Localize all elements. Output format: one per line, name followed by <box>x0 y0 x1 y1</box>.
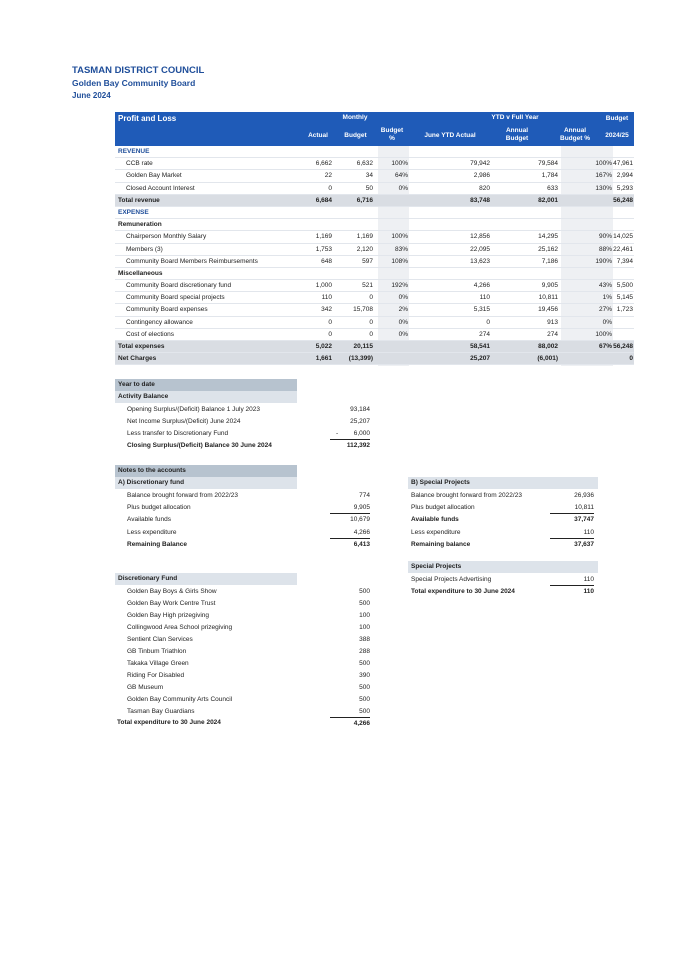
pl-cell: 83% <box>394 245 408 253</box>
pl-cell: 43% <box>598 282 612 290</box>
pl-cell: 5,145 <box>616 294 633 302</box>
disc-item-label: Takaka Village Green <box>127 660 189 667</box>
special-projects-total-label: Total expenditure to 30 June 2024 <box>411 588 515 595</box>
pl-title: Profit and Loss <box>118 114 177 123</box>
pl-row-label: Community Board special projects <box>126 294 225 302</box>
pl-cell: (13,399) <box>348 355 373 363</box>
pl-cell: 25,162 <box>538 245 558 253</box>
pl-cell: 14,295 <box>538 233 558 241</box>
pl-row <box>115 329 634 341</box>
pl-cell: 110 <box>479 294 490 302</box>
pl-cell: 1,169 <box>356 233 373 241</box>
pl-cell: 130% <box>595 184 612 192</box>
pl-cell: 1,169 <box>315 233 332 241</box>
sp-summary-label: Balance brought forward from 2022/23 <box>411 492 522 499</box>
notes-a-title: A) Discretionary fund <box>115 477 297 489</box>
pl-cell: 9,905 <box>541 282 558 290</box>
profit-loss-body <box>115 146 634 365</box>
pl-row-label: Total revenue <box>118 196 160 204</box>
pl-cell: 64% <box>394 172 408 180</box>
pl-cell: 22,095 <box>470 245 490 253</box>
pl-row-label: EXPENSE <box>118 208 149 216</box>
ytd-net-value: 25,207 <box>350 418 370 425</box>
pl-cell: 633 <box>547 184 558 192</box>
disc-item-label: Golden Bay High prizegiving <box>127 612 210 619</box>
pl-row <box>115 146 634 158</box>
disc-summary-value: 9,905 <box>330 502 370 514</box>
col-annual-budget-pct: Annual Budget % <box>560 127 590 142</box>
pl-row <box>115 353 634 365</box>
pl-cell: 342 <box>321 306 332 314</box>
pl-cell: 0% <box>398 330 408 338</box>
pl-row-label: CCB rate <box>126 160 153 168</box>
pl-row <box>115 256 634 268</box>
pl-row <box>115 292 634 304</box>
pl-cell: 100% <box>391 160 408 168</box>
pl-row-label: Community Board Members Reimbursements <box>126 257 258 265</box>
disc-item-label: GB Tinbum Triathlon <box>127 648 187 655</box>
disc-item-value: 500 <box>359 684 370 691</box>
pl-row <box>115 304 634 316</box>
notes-title: Notes to the accounts <box>115 465 297 477</box>
ytd-opening-label: Opening Surplus/(Deficit) Balance 1 July 2023 <box>127 406 260 413</box>
ytd-transfer-label: Less transfer to Discretionary Fund <box>127 430 229 437</box>
pl-cell: 20,115 <box>353 343 373 350</box>
pl-cell: 0 <box>369 294 373 302</box>
pl-cell: 0 <box>629 355 633 363</box>
disc-item-value: 500 <box>359 588 370 595</box>
pl-cell: 25,207 <box>470 355 490 363</box>
special-projects-title: Special Projects <box>408 561 598 573</box>
sp-summary-value: 37,637 <box>574 540 594 548</box>
sp-summary-value: 37,747 <box>574 516 594 524</box>
pl-cell: 6,684 <box>315 196 332 204</box>
pl-cell: 50 <box>365 184 373 192</box>
pl-row <box>115 341 634 353</box>
pl-row <box>115 317 634 329</box>
group-budget: Budget <box>605 115 629 122</box>
disc-item-label: Golden Bay Boys & Girls Show <box>127 588 217 595</box>
pl-cell: 15,708 <box>353 306 373 314</box>
pl-cell: 167% <box>595 172 612 180</box>
group-monthly: Monthly <box>342 114 368 121</box>
pl-cell: 1,753 <box>315 245 332 253</box>
pl-row-label: Closed Account Interest <box>126 184 195 192</box>
col-actual: Actual <box>308 132 328 139</box>
ytd-closing-value: 112,392 <box>346 442 370 449</box>
disc-item-label: Golden Bay Community Arts Council <box>127 696 233 703</box>
disc-item-value: 388 <box>359 636 370 643</box>
disc-item-value: 390 <box>359 672 370 679</box>
sp-summary-value: 110 <box>550 527 594 539</box>
pl-cell: 79,942 <box>470 160 490 168</box>
disc-summary-value: 10,679 <box>350 516 370 524</box>
pl-cell: 0 <box>486 318 490 326</box>
pl-cell: 79,584 <box>538 160 558 168</box>
pl-cell: 0 <box>328 330 332 338</box>
pl-cell: 56,248 <box>613 343 633 350</box>
disc-item-label: Golden Bay Work Centre Trust <box>127 600 216 607</box>
pl-cell: 1% <box>602 294 612 302</box>
pl-row <box>115 195 634 207</box>
pl-cell: 6,632 <box>356 160 373 168</box>
pl-cell: 0% <box>398 184 408 192</box>
pl-cell: 7,394 <box>616 257 633 265</box>
pl-cell: 88,002 <box>538 343 558 350</box>
ytd-closing-label: Closing Surplus/(Deficit) Balance 30 June 2024 <box>127 442 272 449</box>
disc-item-label: Collingwood Area School prizegiving <box>127 624 233 631</box>
disc-summary-value: 774 <box>359 492 370 499</box>
pl-row <box>115 170 634 182</box>
disc-summary-value: 4,266 <box>330 527 370 539</box>
pl-cell: 0 <box>369 318 373 326</box>
disc-item-value: 500 <box>359 660 370 667</box>
pl-cell: 2,120 <box>356 245 373 253</box>
pl-cell: 34 <box>365 172 373 180</box>
pl-row <box>115 280 634 292</box>
pl-cell: 90% <box>598 233 612 241</box>
disc-item-value: 500 <box>359 708 370 715</box>
pl-cell: 0 <box>328 318 332 326</box>
pl-cell: (6,001) <box>537 355 558 363</box>
pl-row <box>115 268 634 280</box>
pl-cell: 22,461 <box>613 245 633 253</box>
pl-cell: 192% <box>391 282 408 290</box>
disc-item-label: Sentient Clan Services <box>127 636 193 643</box>
pl-cell: 100% <box>595 330 612 338</box>
pl-cell: 1,723 <box>616 306 633 314</box>
pl-cell: 5,293 <box>616 184 633 192</box>
disc-item-value: 288 <box>359 648 370 655</box>
disc-item-value: 500 <box>359 600 370 607</box>
sp-summary-label: Available funds <box>411 516 459 524</box>
pl-row-label: Golden Bay Market <box>126 172 182 180</box>
pl-cell: 7,186 <box>541 257 558 265</box>
pl-cell: 27% <box>598 306 612 314</box>
pl-cell: 12,856 <box>470 233 490 241</box>
pl-cell: 19,456 <box>538 306 558 314</box>
pl-cell: 5,022 <box>315 343 332 350</box>
pl-cell: 820 <box>479 184 490 192</box>
pl-cell: 2% <box>398 306 408 314</box>
disc-summary-label: Less expenditure <box>127 528 177 536</box>
pl-cell: 83,748 <box>470 196 490 204</box>
pl-cell: 4,266 <box>473 282 490 290</box>
pl-row-label: Cost of elections <box>126 330 175 338</box>
sp-summary-label: Less expenditure <box>411 528 461 536</box>
pl-row <box>115 207 634 219</box>
disc-summary-value: 6,413 <box>353 540 370 548</box>
pl-cell: 190% <box>595 257 612 265</box>
pl-cell: 22 <box>324 172 332 180</box>
pl-cell: 13,623 <box>470 257 490 265</box>
pl-cell: 88% <box>598 245 612 253</box>
pl-cell: 1,784 <box>541 172 558 180</box>
disc-summary-label: Plus budget allocation <box>127 504 191 512</box>
disc-item-value: 500 <box>359 696 370 703</box>
ytd-title: Year to date <box>115 379 297 391</box>
pl-cell: 274 <box>547 330 558 338</box>
ytd-transfer-value: 6,000 <box>330 428 370 440</box>
pl-cell: 6,662 <box>315 160 332 168</box>
pl-cell: 0% <box>398 318 408 326</box>
pl-row-label: Community Board discretionary fund <box>126 282 232 290</box>
special-projects-item-value: 110 <box>550 574 594 586</box>
pl-row <box>115 244 634 256</box>
disc-title: Discretionary Fund <box>115 573 297 585</box>
disc-summary-label: Available funds <box>127 516 171 524</box>
group-ytd: YTD v Full Year <box>491 114 539 121</box>
disc-item-label: Riding For Disabled <box>127 672 185 679</box>
sp-summary-value: 10,811 <box>550 502 594 514</box>
pl-cell: 913 <box>547 318 558 326</box>
pl-cell: 110 <box>321 294 332 302</box>
ytd-subtitle: Activity Balance <box>115 391 297 403</box>
pl-cell: 648 <box>321 257 332 265</box>
pl-cell: 1,661 <box>315 355 332 363</box>
disc-item-label: GB Museum <box>127 684 164 691</box>
org-title: TASMAN DISTRICT COUNCIL <box>72 65 205 76</box>
sp-summary-label: Plus budget allocation <box>411 504 475 512</box>
col-ytd-actual: June YTD Actual <box>424 132 476 139</box>
special-projects-item-label: Special Projects Advertising <box>411 576 492 583</box>
profit-loss-table <box>115 112 634 365</box>
pl-cell: 108% <box>391 257 408 265</box>
pl-cell: 2,994 <box>616 172 633 180</box>
col-budget: Budget <box>344 132 367 139</box>
pl-cell: 0% <box>398 294 408 302</box>
ytd-transfer-sign: - <box>336 430 339 437</box>
pl-cell: 14,025 <box>613 233 633 241</box>
pl-row-label: Total expenses <box>118 343 165 350</box>
disc-summary-label: Balance brought forward from 2022/23 <box>127 492 238 499</box>
pl-cell: 47,961 <box>613 160 633 168</box>
pl-row-label: Community Board expenses <box>126 306 208 314</box>
pl-row-label: Members (3) <box>126 245 163 253</box>
pl-row <box>115 219 634 231</box>
pl-row-label: Net Charges <box>118 355 157 363</box>
ytd-opening-value: 93,184 <box>350 406 370 413</box>
col-2024-25: 2024/25 <box>605 132 629 139</box>
disc-total-value: 4,266 <box>330 717 370 729</box>
special-projects-total-value: 110 <box>583 588 594 595</box>
pl-cell: 0% <box>602 318 612 326</box>
board-title: Golden Bay Community Board <box>72 78 196 88</box>
disc-summary-label: Remaining Balance <box>127 540 187 548</box>
pl-cell: 0 <box>328 184 332 192</box>
pl-cell: 1,000 <box>315 282 332 290</box>
pl-row <box>115 158 634 170</box>
pl-cell: 597 <box>362 257 373 265</box>
pl-row <box>115 183 634 195</box>
col-annual-budget: Annual Budget <box>505 127 529 142</box>
ytd-net-label: Net Income Surplus/(Deficit) June 2024 <box>127 418 241 425</box>
pl-cell: 5,315 <box>473 306 490 314</box>
pl-row <box>115 231 634 243</box>
pl-cell: 274 <box>479 330 490 338</box>
pl-cell: 100% <box>595 160 612 168</box>
notes-b-title: B) Special Projects <box>408 477 598 489</box>
pl-row-label: Miscellaneous <box>118 269 163 277</box>
col-budget-pct: Budget % <box>380 127 404 142</box>
pl-cell: 58,541 <box>470 343 490 350</box>
disc-item-value: 100 <box>359 612 370 619</box>
pl-cell: 56,248 <box>613 196 633 204</box>
pl-cell: 100% <box>391 233 408 241</box>
pl-cell: 67% <box>598 343 612 350</box>
pl-cell: 82,001 <box>538 196 558 204</box>
pl-cell: 6,716 <box>356 196 373 204</box>
pl-cell: 5,500 <box>616 282 633 290</box>
pl-row-label: REVENUE <box>118 148 150 155</box>
pl-row-label: Remuneration <box>118 221 162 229</box>
pl-cell: 10,811 <box>538 294 558 302</box>
period-title: June 2024 <box>72 91 111 100</box>
sp-summary-value: 26,936 <box>574 492 594 499</box>
disc-item-label: Tasman Bay Guardians <box>127 708 195 715</box>
disc-total-label: Total expenditure to 30 June 2024 <box>117 719 221 726</box>
pl-row-label: Contingency allowance <box>126 318 193 326</box>
disc-item-value: 100 <box>359 624 370 631</box>
profit-loss-header <box>115 112 634 146</box>
pl-cell: 2,986 <box>473 172 490 180</box>
pl-row-label: Chairperson Monthly Salary <box>126 233 207 241</box>
pl-cell: 0 <box>369 330 373 338</box>
sp-summary-label: Remaining balance <box>411 540 471 548</box>
pl-cell: 521 <box>362 282 373 290</box>
